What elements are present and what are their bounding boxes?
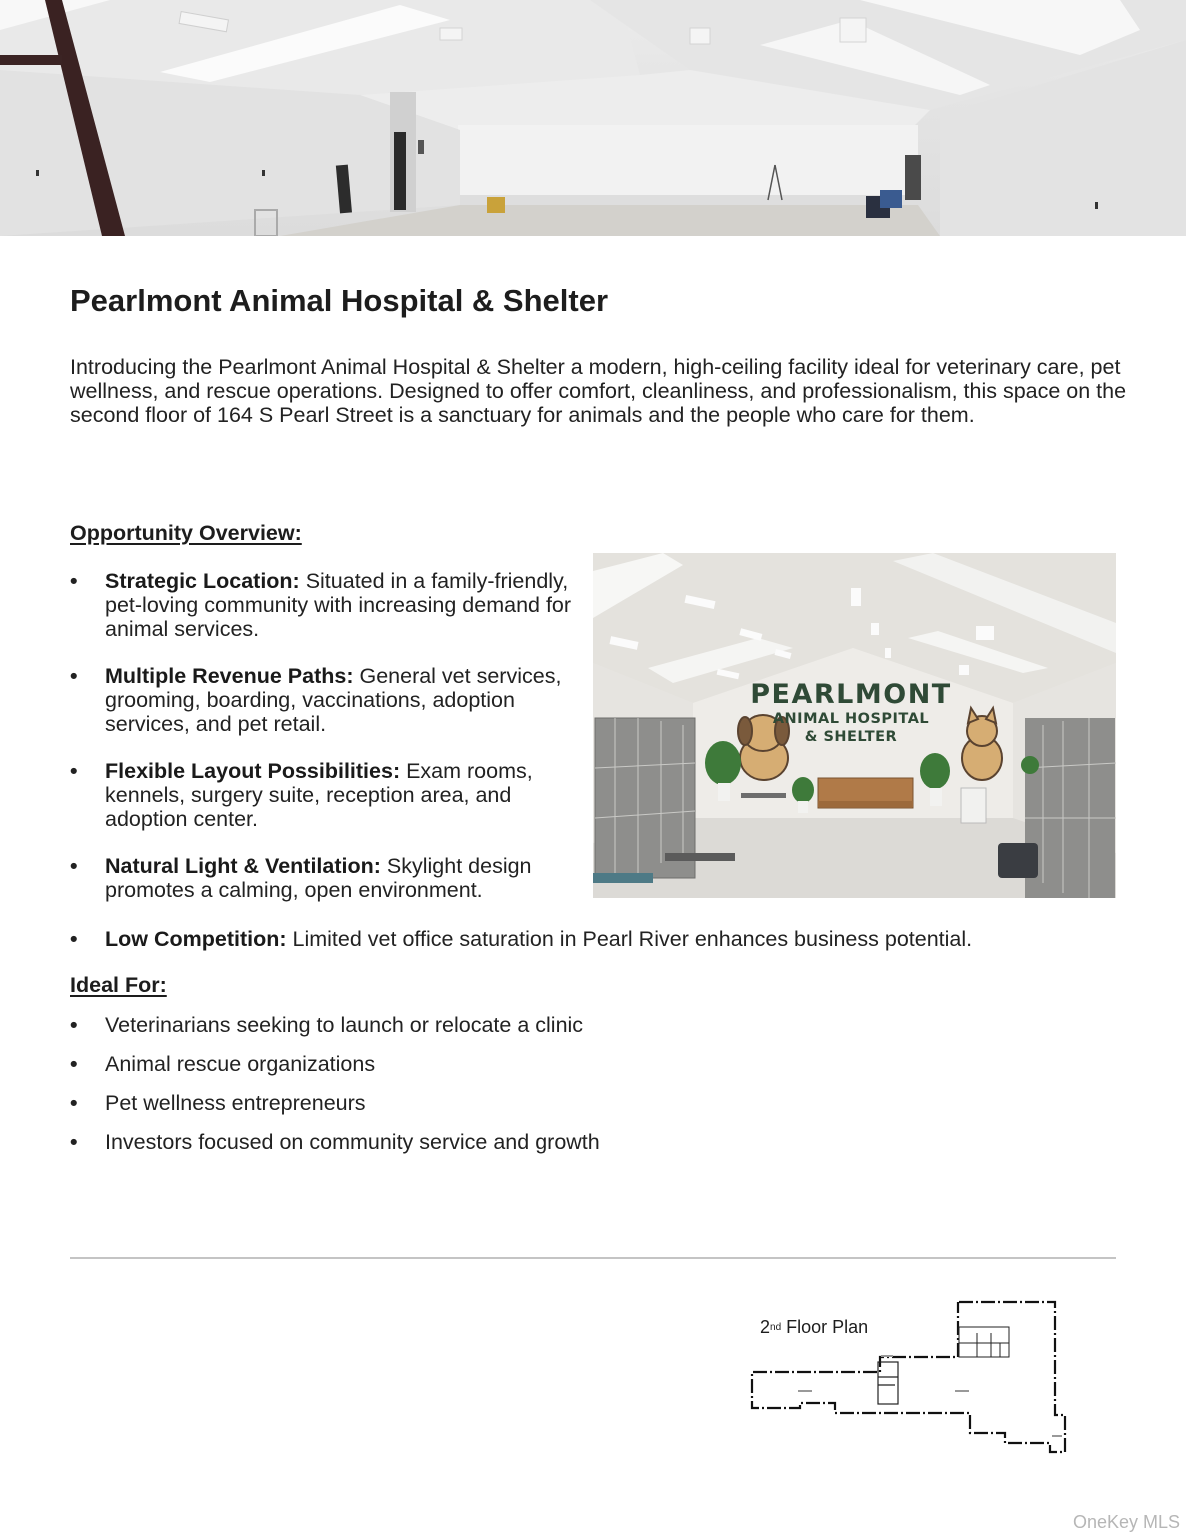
item-label: Natural Light & Ventilation:	[105, 854, 381, 878]
item-label: Multiple Revenue Paths:	[105, 664, 354, 688]
item-text: Situated in a family-friendly, pet-loving community with increasing demand for animal services.	[105, 569, 572, 641]
opportunity-list	[70, 569, 585, 902]
sign-subtitle-text: ANIMAL HOSPITAL	[772, 711, 930, 727]
bullet-icon: •	[70, 927, 78, 951]
item-text: Veterinarians seeking to launch or relocate a clinic	[105, 1013, 584, 1037]
hero-photo	[0, 0, 1186, 236]
bullet-icon: •	[70, 854, 78, 878]
page-title: Pearlmont Animal Hospital & Shelter	[70, 283, 609, 318]
item-text: Limited vet office saturation in Pearl River enhances business potential.	[286, 927, 973, 951]
ideal-for-heading: Ideal For:	[70, 973, 167, 997]
sign-main-text: PEARLMONT	[750, 679, 952, 710]
opportunity-overview-heading: Opportunity Overview:	[70, 521, 302, 545]
sign-subtitle-text-2: & SHELTER	[804, 729, 898, 745]
item-text: Investors focused on community service and growth	[105, 1130, 600, 1154]
floor-number: 2	[760, 1317, 771, 1337]
list-item	[70, 1013, 770, 1037]
bullet-icon: •	[70, 1091, 78, 1115]
item-text: Skylight design promotes a calming, open environment.	[105, 854, 532, 902]
mls-watermark: OneKey MLS	[1072, 1512, 1180, 1532]
item-label: Strategic Location:	[105, 569, 300, 593]
section-divider	[70, 1257, 1116, 1259]
bullet-icon: •	[70, 1052, 78, 1076]
bullet-icon: •	[70, 1130, 78, 1154]
list-item	[70, 1130, 770, 1154]
list-item	[70, 854, 585, 902]
ideal-for-list	[70, 1013, 770, 1169]
bullet-icon: •	[70, 1013, 78, 1037]
list-item	[70, 1052, 770, 1076]
bullet-icon: •	[70, 664, 78, 688]
item-text: Exam rooms, kennels, surgery suite, reception area, and adoption center.	[105, 759, 533, 831]
item-label: Flexible Layout Possibilities:	[105, 759, 401, 783]
list-item	[70, 569, 585, 641]
list-item	[70, 664, 585, 736]
list-item	[70, 1091, 770, 1115]
item-text: Pet wellness entrepreneurs	[105, 1091, 366, 1115]
floor-ordinal-suffix: nd	[770, 1322, 782, 1333]
item-text: Animal rescue organizations	[105, 1052, 376, 1076]
intro-paragraph: Introducing the Pearlmont Animal Hospital & Shelter a modern, high-ceiling facility ideal for veterinary care, pet wellness, and rescue operations. Designed to offer comfort, cleanliness, and professionalism, this space on the second floor of 164 S Pearl Street is a sanctuary for animals and the people who care for them.	[70, 355, 1127, 427]
floor-plan-caption: Floor Plan	[781, 1317, 869, 1337]
list-item	[70, 927, 1120, 951]
rendering-photo	[593, 553, 1116, 898]
bullet-icon: •	[70, 759, 78, 783]
item-text: General vet services, grooming, boarding, vaccinations, adoption services, and pet retail.	[105, 664, 562, 736]
opportunity-list-full-width	[70, 927, 1120, 951]
photo-icon	[0, 0, 1186, 236]
floor-plan-label	[760, 1317, 868, 1338]
list-item	[70, 759, 585, 831]
item-label: Low Competition:	[105, 927, 287, 951]
bullet-icon: •	[70, 569, 78, 593]
